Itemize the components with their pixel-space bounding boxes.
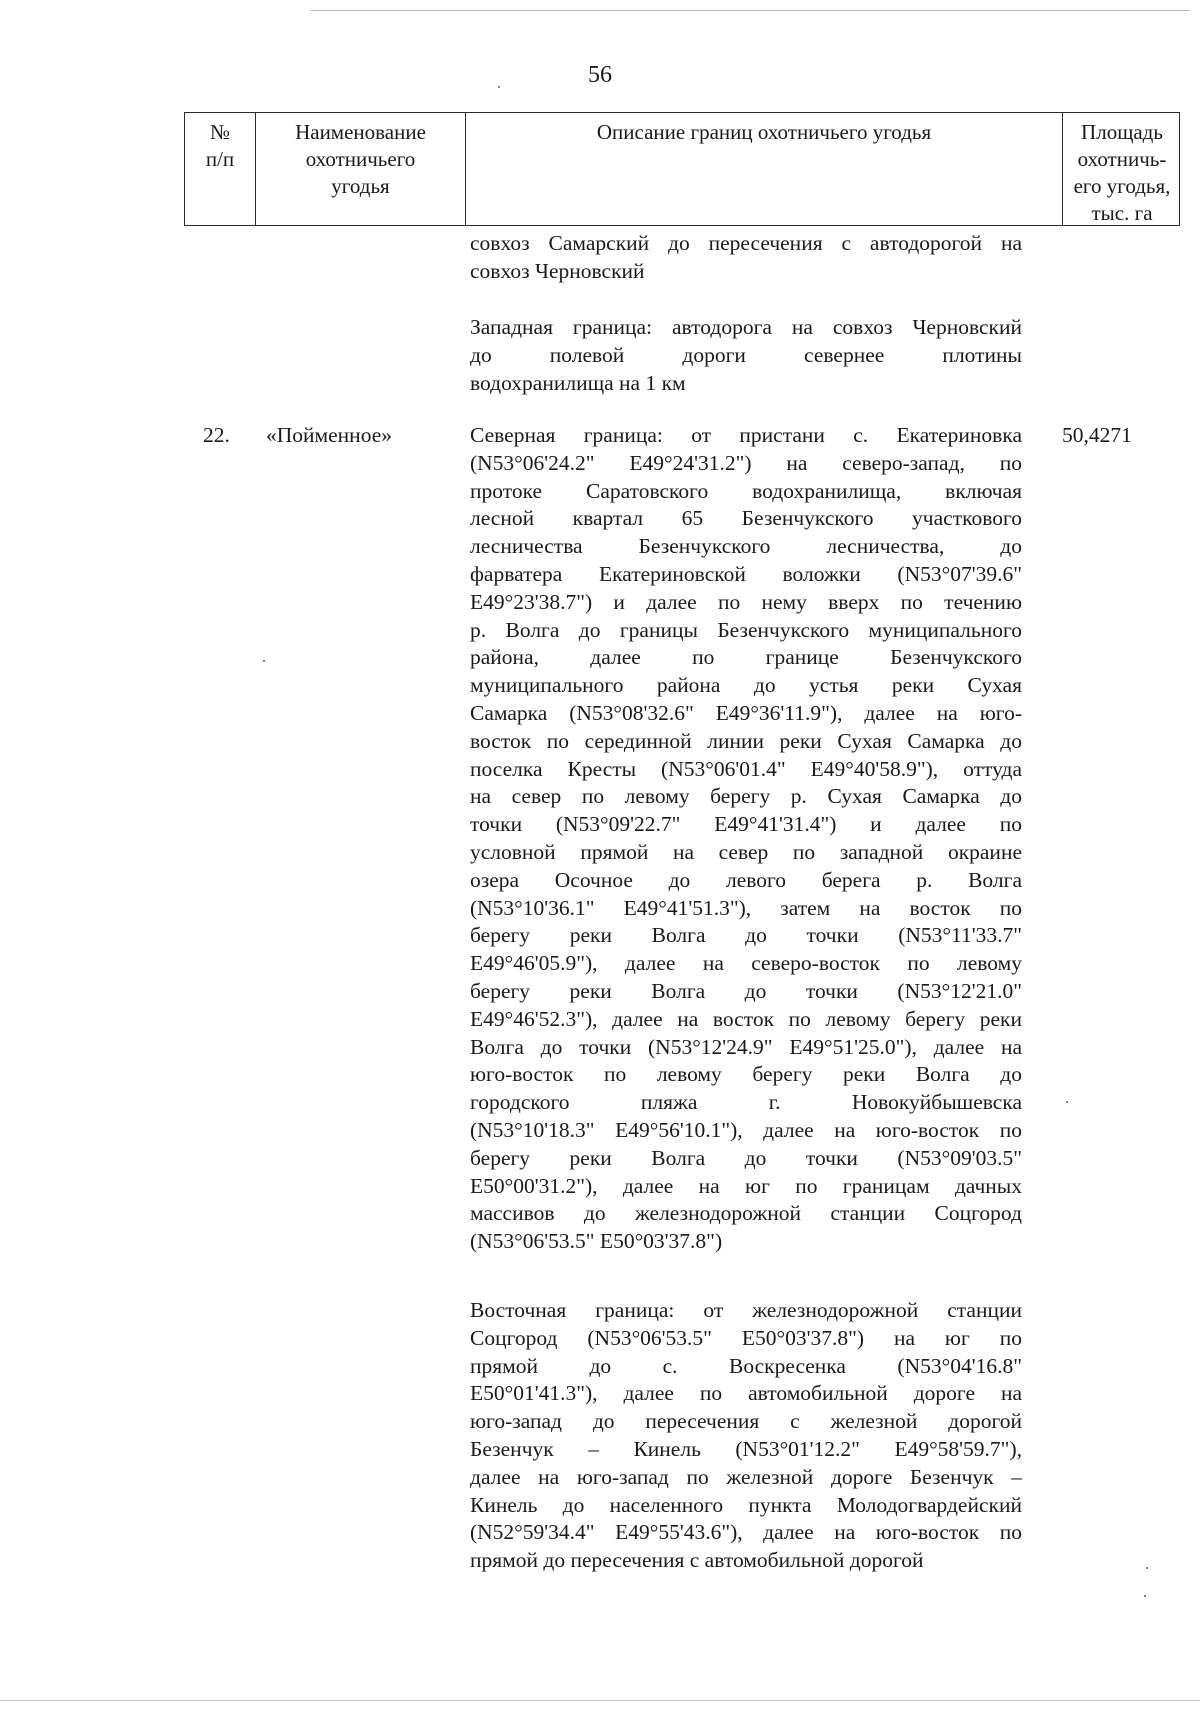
- northern-boundary-paragraph: [470, 422, 1022, 1256]
- text-line: берегу реки Волга до точки (N53°12'21.0": [470, 978, 1022, 1003]
- text-line: E49°46'52.3"), далее на восток по левому берегу реки: [470, 1006, 1022, 1031]
- scan-speck: [1146, 1567, 1148, 1569]
- text-line: муниципального района до устья реки Сухая: [470, 673, 1022, 698]
- text-line: (N53°10'18.3" E49°56'10.1"), далее на юго-восток по: [470, 1117, 1022, 1142]
- text-line: прямой до пересечения с автомобильной дорогой: [470, 1548, 924, 1573]
- text-line: поселка Кресты (N53°06'01.4" E49°40'58.9"), оттуда: [470, 756, 1022, 781]
- text-line: Восточная граница: от железнодорожной станции: [470, 1298, 1022, 1322]
- header-col-area-line: его угодья,: [1073, 174, 1171, 198]
- header-col-description-line: Описание границ охотничьего угодья: [596, 120, 932, 144]
- text-line: E50°00'31.2"), далее на юг по границам дачных: [470, 1173, 1022, 1198]
- header-col-name-line: угодья: [331, 174, 390, 198]
- text-line: берегу реки Волга до точки (N53°09'03.5": [470, 1145, 1022, 1170]
- header-col-number: [185, 113, 256, 225]
- text-line: Северная граница: от пристани с. Екатериновка: [470, 423, 1022, 447]
- text-line: E49°23'38.7") и далее по нему вверх по течению: [470, 589, 1022, 614]
- scan-speck: [498, 86, 500, 88]
- continuation-paragraph: [470, 230, 1022, 286]
- text-line: района, далее по границе Безенчукского: [470, 645, 1022, 670]
- text-line: (N53°10'36.1" E49°41'51.3"), затем на восток по: [470, 895, 1022, 920]
- header-col-area: [1063, 113, 1181, 225]
- text-line: городского пляжа г. Новокуйбышевска: [470, 1090, 1022, 1115]
- header-col-area-line: тыс. га: [1091, 201, 1153, 225]
- text-line: (N53°06'24.2" E49°24'31.2") на северо-запад, по: [470, 450, 1022, 475]
- scan-speck: [1144, 1595, 1146, 1597]
- scan-speck: [263, 660, 265, 662]
- text-line: водохранилища на 1 км: [470, 370, 686, 395]
- text-line: Самарка (N53°08'32.6" E49°36'11.9"), далее на юго-: [470, 700, 1022, 725]
- scan-speck: [1066, 1101, 1068, 1103]
- text-line: озера Осочное до левого берега р. Волга: [470, 867, 1022, 892]
- text-line: лесной квартал 65 Безенчукского участкового: [470, 506, 1022, 531]
- header-col-area-line: охотничь-: [1077, 147, 1167, 171]
- western-boundary-paragraph: [470, 314, 1022, 397]
- text-line: (N53°06'53.5" E50°03'37.8"): [470, 1229, 723, 1254]
- text-line: юго-запад до пересечения с железной дорогой: [470, 1409, 1022, 1434]
- text-line: на север по левому берегу р. Сухая Самарка до: [470, 784, 1022, 809]
- text-line: восток по серединной линии реки Сухая Самарка до: [470, 728, 1022, 753]
- scan-edge-bottom: [0, 1700, 1200, 1701]
- text-line: совхоз Черновский: [470, 258, 645, 283]
- text-line: далее на юго-запад по железной дороге Безенчук –: [470, 1464, 1022, 1489]
- text-line: Западная граница: автодорога на совхоз Черновский: [470, 315, 1022, 339]
- text-line: массивов до железнодорожной станции Соцгород: [470, 1201, 1022, 1226]
- header-col-name-line: охотничьего: [305, 147, 416, 171]
- text-line: Соцгород (N53°06'53.5" E50°03'37.8") на юг по: [470, 1325, 1022, 1350]
- text-line: E50°01'41.3"), далее по автомобильной дороге на: [470, 1381, 1022, 1406]
- entry-number: 22.: [203, 423, 230, 447]
- header-col-number-line: п/п: [205, 147, 235, 171]
- text-line: Волга до точки (N53°12'24.9" E49°51'25.0"), далее на: [470, 1034, 1022, 1059]
- header-col-name-line: Наименование: [295, 120, 426, 144]
- entry-name: «Пойменное»: [266, 423, 392, 447]
- text-line: Безенчук – Кинель (N53°01'12.2" E49°58'59.7"),: [470, 1436, 1022, 1461]
- header-col-description: [466, 113, 1063, 225]
- text-line: E49°46'05.9"), далее на северо-восток по левому: [470, 951, 1022, 976]
- header-col-area-line: Площадь: [1081, 120, 1163, 144]
- header-col-number-line: №: [209, 120, 231, 144]
- text-line: р. Волга до границы Безенчукского муниципального: [470, 617, 1022, 642]
- header-col-name: [256, 113, 466, 225]
- text-line: фарватера Екатериновской воложки (N53°07'39.6": [470, 561, 1022, 586]
- eastern-boundary-paragraph: [470, 1297, 1022, 1575]
- text-line: точки (N53°09'22.7" E49°41'31.4") и далее по: [470, 812, 1022, 837]
- scan-edge-top: [310, 10, 1190, 11]
- text-line: совхоз Самарский до пересечения с автодорогой на: [470, 231, 1022, 255]
- page-number: 56: [588, 62, 612, 88]
- text-line: протоке Саратовского водохранилища, включая: [470, 478, 1022, 503]
- text-line: берегу реки Волга до точки (N53°11'33.7": [470, 923, 1022, 948]
- text-line: прямой до с. Воскресенка (N53°04'16.8": [470, 1353, 1022, 1378]
- text-line: до полевой дороги севернее плотины: [470, 342, 1022, 367]
- entry-area: 50,4271: [1062, 423, 1132, 447]
- text-line: лесничества Безенчукского лесничества, до: [470, 534, 1022, 559]
- table-header: [184, 112, 1180, 226]
- text-line: юго-восток по левому берегу реки Волга до: [470, 1062, 1022, 1087]
- text-line: Кинель до населенного пункта Молодогвардейский: [470, 1492, 1022, 1517]
- text-line: (N52°59'34.4" E49°55'43.6"), далее на юго-восток по: [470, 1520, 1022, 1545]
- text-line: условной прямой на север по западной окраине: [470, 839, 1022, 864]
